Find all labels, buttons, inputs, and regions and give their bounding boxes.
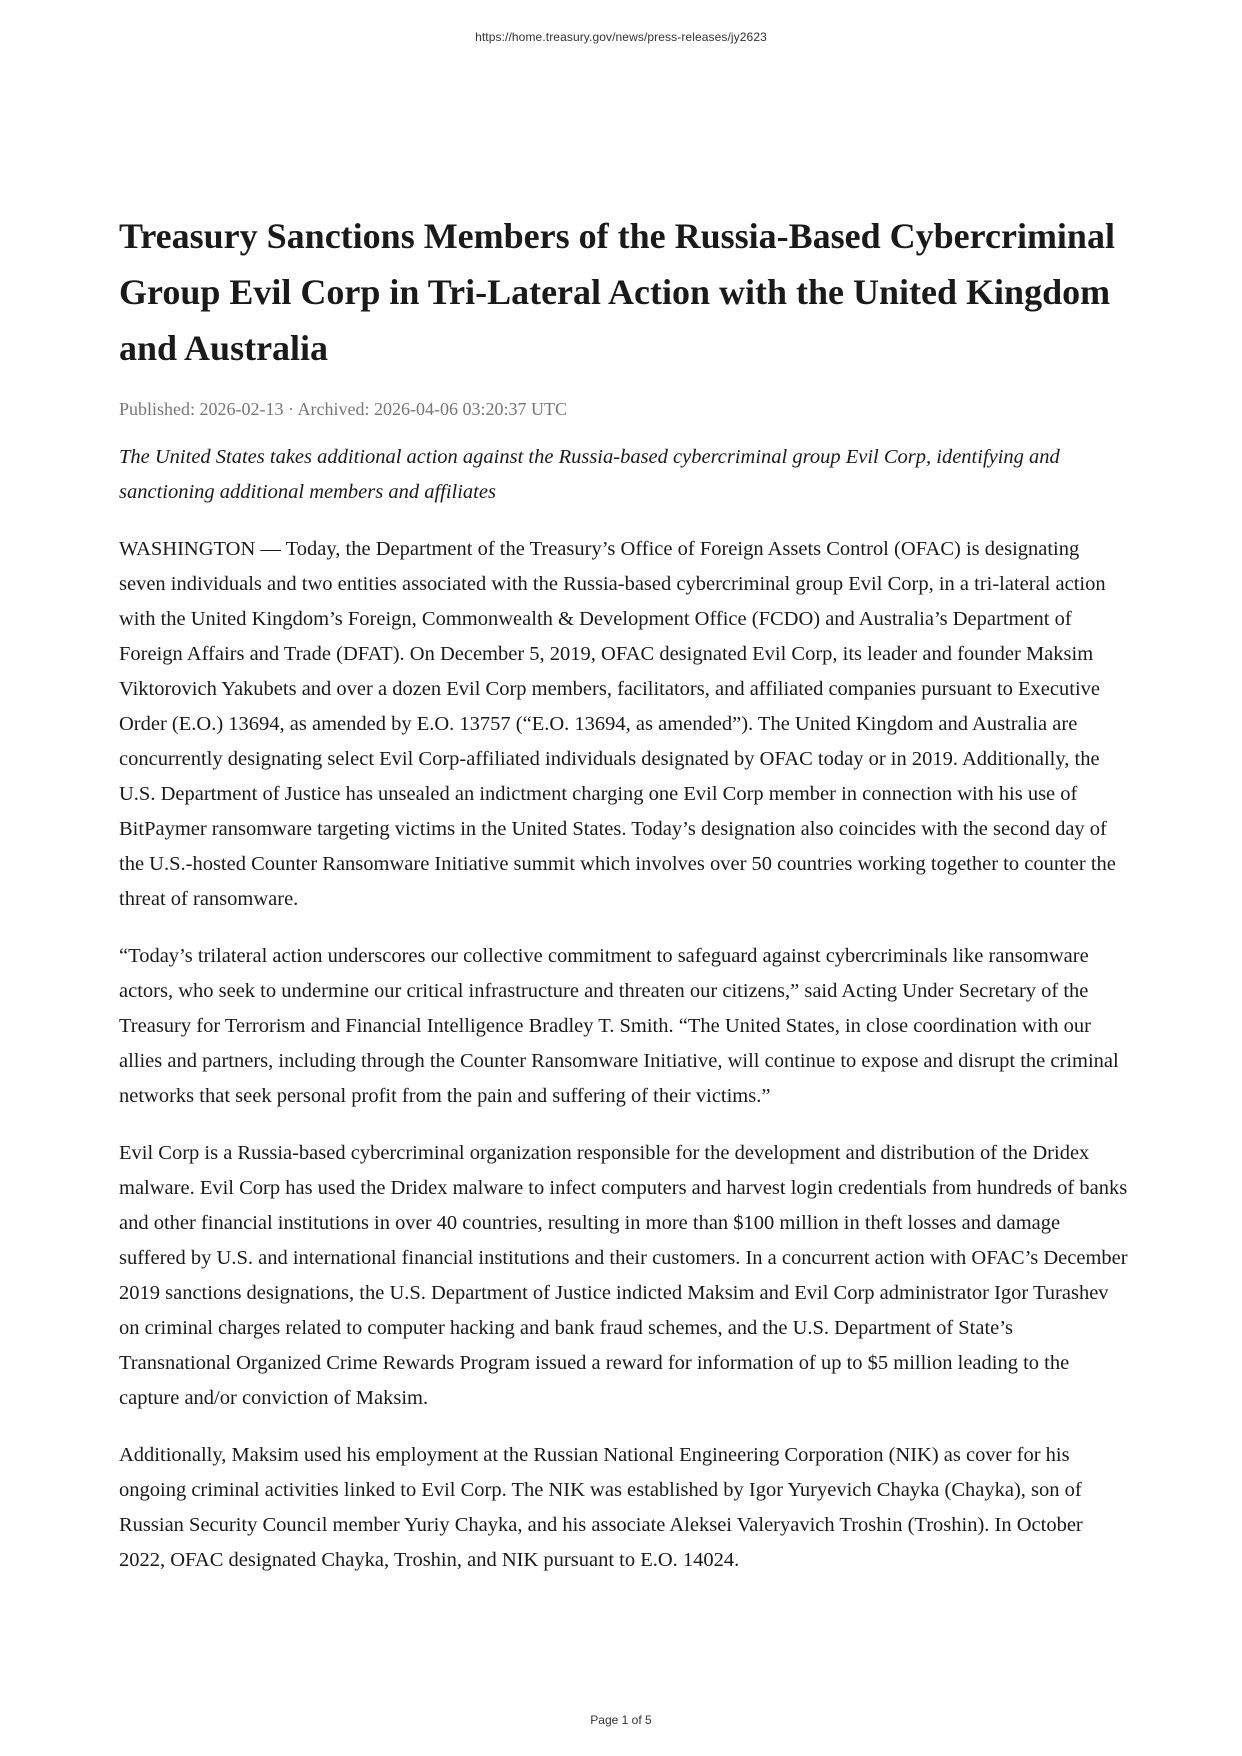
article-paragraph: Additionally, Maksim used his employment at the Russian National Engineering Corporation (NIK) as cover for his ongoing criminal activities linked to Evil Corp. The NIK was established by Igor Yuryevich Chayka (Chayka), son of Russian Security Council member Yuriy Chayka, and his associate Aleksei Valeryavich Troshin (Troshin). In October 2022, OFAC designated Chayka, Troshin, and NIK pursuant to E.O. 14024. bbox=[119, 1444, 1083, 1571]
article-subtitle: The United States takes additional action against the Russia-based cybercriminal group Evil Corp, identifying and sanctioning additional members and affiliates bbox=[119, 446, 1060, 503]
page-number: Page 1 of 5 bbox=[590, 1713, 652, 1727]
page-url: https://home.treasury.gov/news/press-releases/jy2623 bbox=[475, 30, 767, 44]
article-title: Treasury Sanctions Members of the Russia-Based Cybercriminal Group Evil Corp in Tri-Lateral Action with the United Kingdom and Australia bbox=[119, 216, 1115, 368]
article-paragraph: Evil Corp is a Russia-based cybercriminal organization responsible for the development and distribution of the Dridex malware. Evil Corp has used the Dridex malware to infect computers and harvest login credentials from hundreds of banks and other financial institutions in over 40 countries, resulting in more than $100 million in theft losses and damage suffered by U.S. and international financial institutions and their customers. In a concurrent action with OFAC’s December 2019 sanctions designations, the U.S. Department of Justice indicted Maksim and Evil Corp administrator Igor Turashev on criminal charges related to computer hacking and bank fraud schemes, and the U.S. Department of State’s Transnational Organized Crime Rewards Program issued a reward for information of up to $5 million leading to the capture and/or conviction of Maksim. bbox=[119, 1142, 1128, 1409]
publication-meta: Published: 2026-02-13 · Archived: 2026-04-06 03:20:37 UTC bbox=[119, 399, 567, 419]
article bbox=[119, 208, 1129, 1599]
article-paragraph: “Today’s trilateral action underscores our collective commitment to safeguard against cybercriminals like ransomware actors, who seek to undermine our critical infrastructure and threaten our citizens,” said Acting Under Secretary of the Treasury for Terrorism and Financial Intelligence Bradley T. Smith. “The United States, in close coordination with our allies and partners, including through the Counter Ransomware Initiative, will continue to expose and disrupt the criminal networks that seek personal profit from the pain and suffering of their victims.” bbox=[119, 945, 1119, 1107]
article-paragraph: WASHINGTON — Today, the Department of the Treasury’s Office of Foreign Assets Control (OFAC) is designating seven individuals and two entities associated with the Russia-based cybercriminal group Evil Corp, in a tri-lateral action with the United Kingdom’s Foreign, Commonwealth & Development Office (FCDO) and Australia’s Department of Foreign Affairs and Trade (DFAT). On December 5, 2019, OFAC designated Evil Corp, its leader and founder Maksim Viktorovich Yakubets and over a dozen Evil Corp members, facilitators, and affiliated companies pursuant to Executive Order (E.O.) 13694, as amended by E.O. 13757 (“E.O. 13694, as amended”). The United Kingdom and Australia are concurrently designating select Evil Corp-affiliated individuals designated by OFAC today or in 2019. Additionally, the U.S. Department of Justice has unsealed an indictment charging one Evil Corp member in connection with his use of BitPaymer ransomware targeting victims in the United States. Today’s designation also coincides with the second day of the U.S.-hosted Counter Ransomware Initiative summit which involves over 50 countries working together to counter the threat of ransomware. bbox=[119, 538, 1116, 910]
